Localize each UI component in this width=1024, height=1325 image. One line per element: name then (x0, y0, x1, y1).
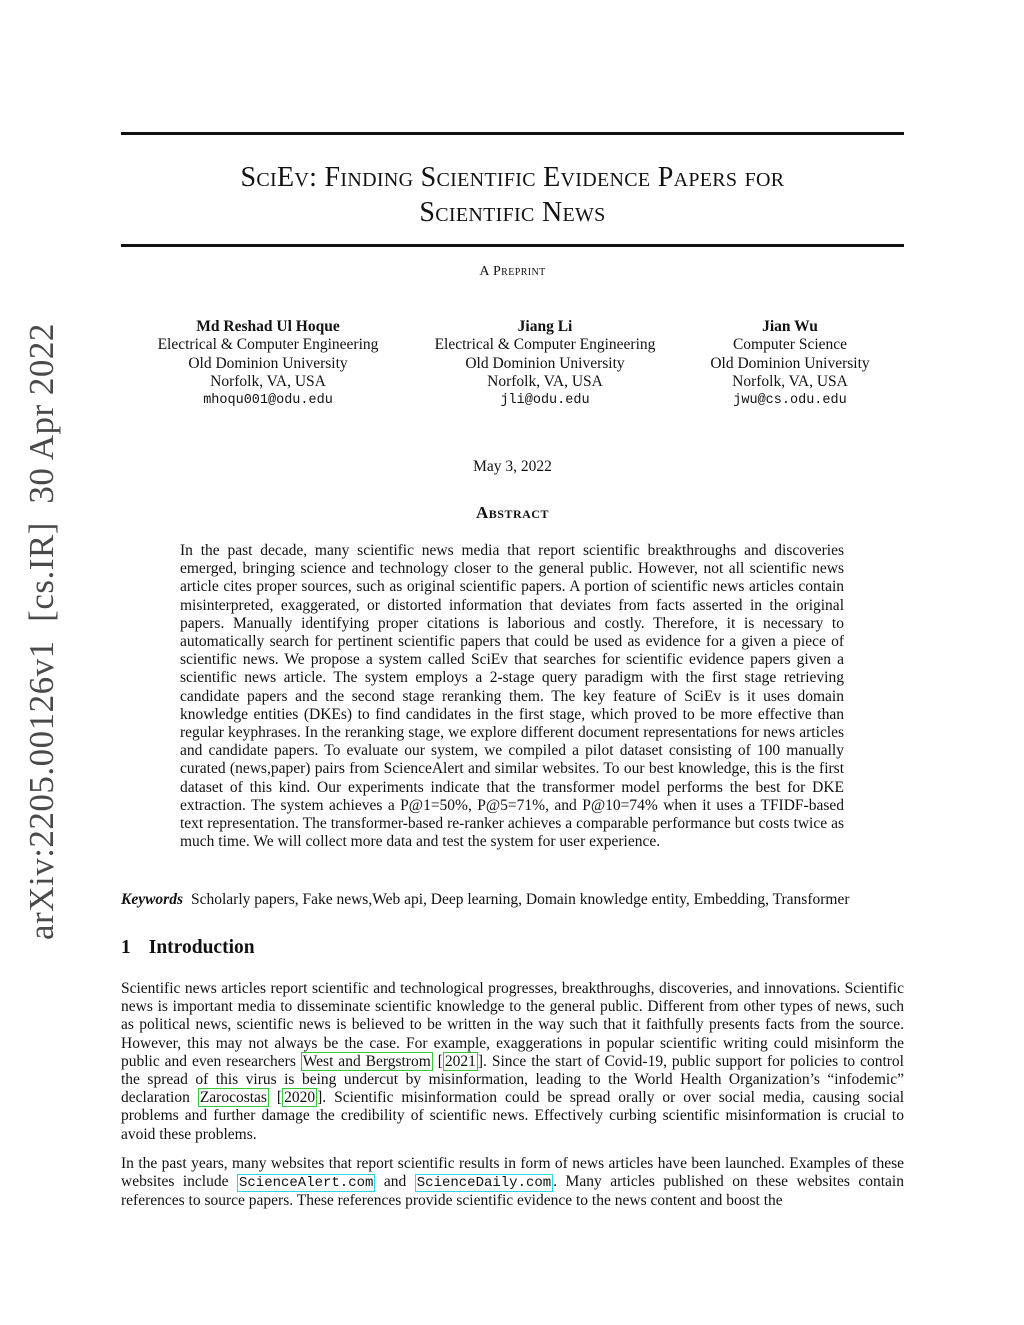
author-location: Norfolk, VA, USA (487, 373, 603, 391)
paper-title (121, 160, 904, 230)
author-dept: Electrical & Computer Engineering (157, 336, 379, 354)
section-heading-introduction (121, 937, 255, 959)
author-location: Norfolk, VA, USA (210, 373, 326, 391)
keywords (121, 891, 911, 909)
paper-date: May 3, 2022 (473, 458, 552, 475)
abstract-heading: Abstract (476, 503, 549, 522)
preprint-label: A Preprint (479, 264, 546, 279)
author-university: Old Dominion University (465, 354, 625, 372)
author-name: Jiang Li (517, 318, 573, 335)
title-bottom-rule (121, 244, 904, 247)
author-1 (138, 318, 398, 410)
section-title: Introduction (148, 937, 255, 958)
author-dept: Computer Science (732, 336, 848, 354)
citation-link[interactable]: Zarocostas (199, 1089, 267, 1107)
abstract-text: In the past decade, many scientific news media that report scientific breakthroughs and discoveries emerged, bringing science and technology closer to the general public. However, not all scientific news article cites proper sources, such as original scientific papers. A portion of scientific news articles contain misinterpreted, exaggerated, or distorted information that deviates from facts asserted in the original papers. Manually identifying proper citations is laborious and costly. Therefore, it is necessary to automatically search for pertinent scientific papers that could be used as evidence for a given a piece of scientific news. We propose a system called SciEv that searches for scientific evidence papers given a scientific news article. The system employs a 2-stage query paradigm with the first stage retrieving candidate papers and the second stage reranking them. The key feature of SciEv is it uses domain knowledge entities (DKEs) to find candidates in the first stage, which proved to be more effective than regular keyphrases. In the reranking stage, we explore different document representations for news articles and candidate papers. To evaluate our system, we compiled a pilot dataset consisting of 100 manually curated (news,paper) pairs from ScienceAlert and similar websites. To our best knowledge, this is the first dataset of this kind. Our experiments indicate that the transformer model performs the best for DKE extraction. The system achieves a P@1=50%, P@5=71%, and P@10=74% when it uses a TFIDF-based text representation. The transformer-based re-ranker achieves a comparable performance but costs twice as much time. We will collect more data and test the system for user experience. (180, 542, 844, 851)
citation-link[interactable]: West and Bergstrom (302, 1052, 431, 1070)
citation-year-link[interactable]: 2020 (284, 1089, 316, 1107)
title-line-2: Scientific News (419, 197, 606, 228)
arxiv-sidebar-stamp: arXiv:2205.00126v1 [cs.IR] 30 Apr 2022 (22, 323, 61, 940)
title-top-rule (121, 132, 904, 135)
intro-paragraph-2: In the past years, many websites that report scientific results in form of news articles have been launched. Examples of these websites include ScienceAlert.com and ScienceDaily.com . Many articles published on these websites contain references to source papers. These references provide scientific evidence to the news content and boost the (121, 1155, 904, 1210)
section-number: 1 (121, 937, 131, 958)
url-link[interactable]: ScienceDaily.com (416, 1175, 552, 1192)
author-3 (692, 318, 888, 410)
author-location: Norfolk, VA, USA (732, 373, 848, 391)
author-email[interactable]: mhoqu001@odu.edu (203, 392, 333, 408)
author-email[interactable]: jli@odu.edu (500, 392, 590, 408)
author-name: Md Reshad Ul Hoque (196, 318, 340, 335)
author-name: Jian Wu (762, 318, 818, 335)
url-link[interactable]: ScienceAlert.com (238, 1175, 374, 1192)
author-dept: Electrical & Computer Engineering (434, 336, 656, 354)
keywords-text: Scholarly papers, Fake news,Web api, Deep learning, Domain knowledge entity, Embedding, Transformer (191, 891, 850, 908)
title-line-1: SciEv: Finding Scientific Evidence Papers for (240, 162, 785, 193)
intro-paragraph-1: Scientific news articles report scientific and technological progresses, breakthroughs, discoveries, and innovations. Scientific news is important media to disseminate scientific knowledge to the general public. Different from other types of news, such as political news, scientific news is believed to be written in the way such that it faithfully presents facts from the source. However, this may not always be the case. For example, exaggerations in popular scientific writing could misinform the public and even researchers West and Bergstrom [ 2021 ]. Since the start of Covid-19, public support for policies to control the spread of this virus is being undercut by misinformation, leading to the World Health Organization’s “infodemic” declaration Zarocostas [ 2020 ]. Scientific misinformation could be spread orally or over social media, causing social problems and further damage the credibility of scientific news. Effectively curbing scientific misinformation is crucial to avoid these problems. (121, 980, 905, 1143)
author-email[interactable]: jwu@cs.odu.edu (733, 392, 847, 408)
author-university: Old Dominion University (710, 354, 870, 372)
author-2 (415, 318, 675, 410)
citation-year-link[interactable]: 2021 (444, 1052, 476, 1070)
keywords-label: Keywords (121, 891, 183, 908)
author-university: Old Dominion University (188, 354, 348, 372)
